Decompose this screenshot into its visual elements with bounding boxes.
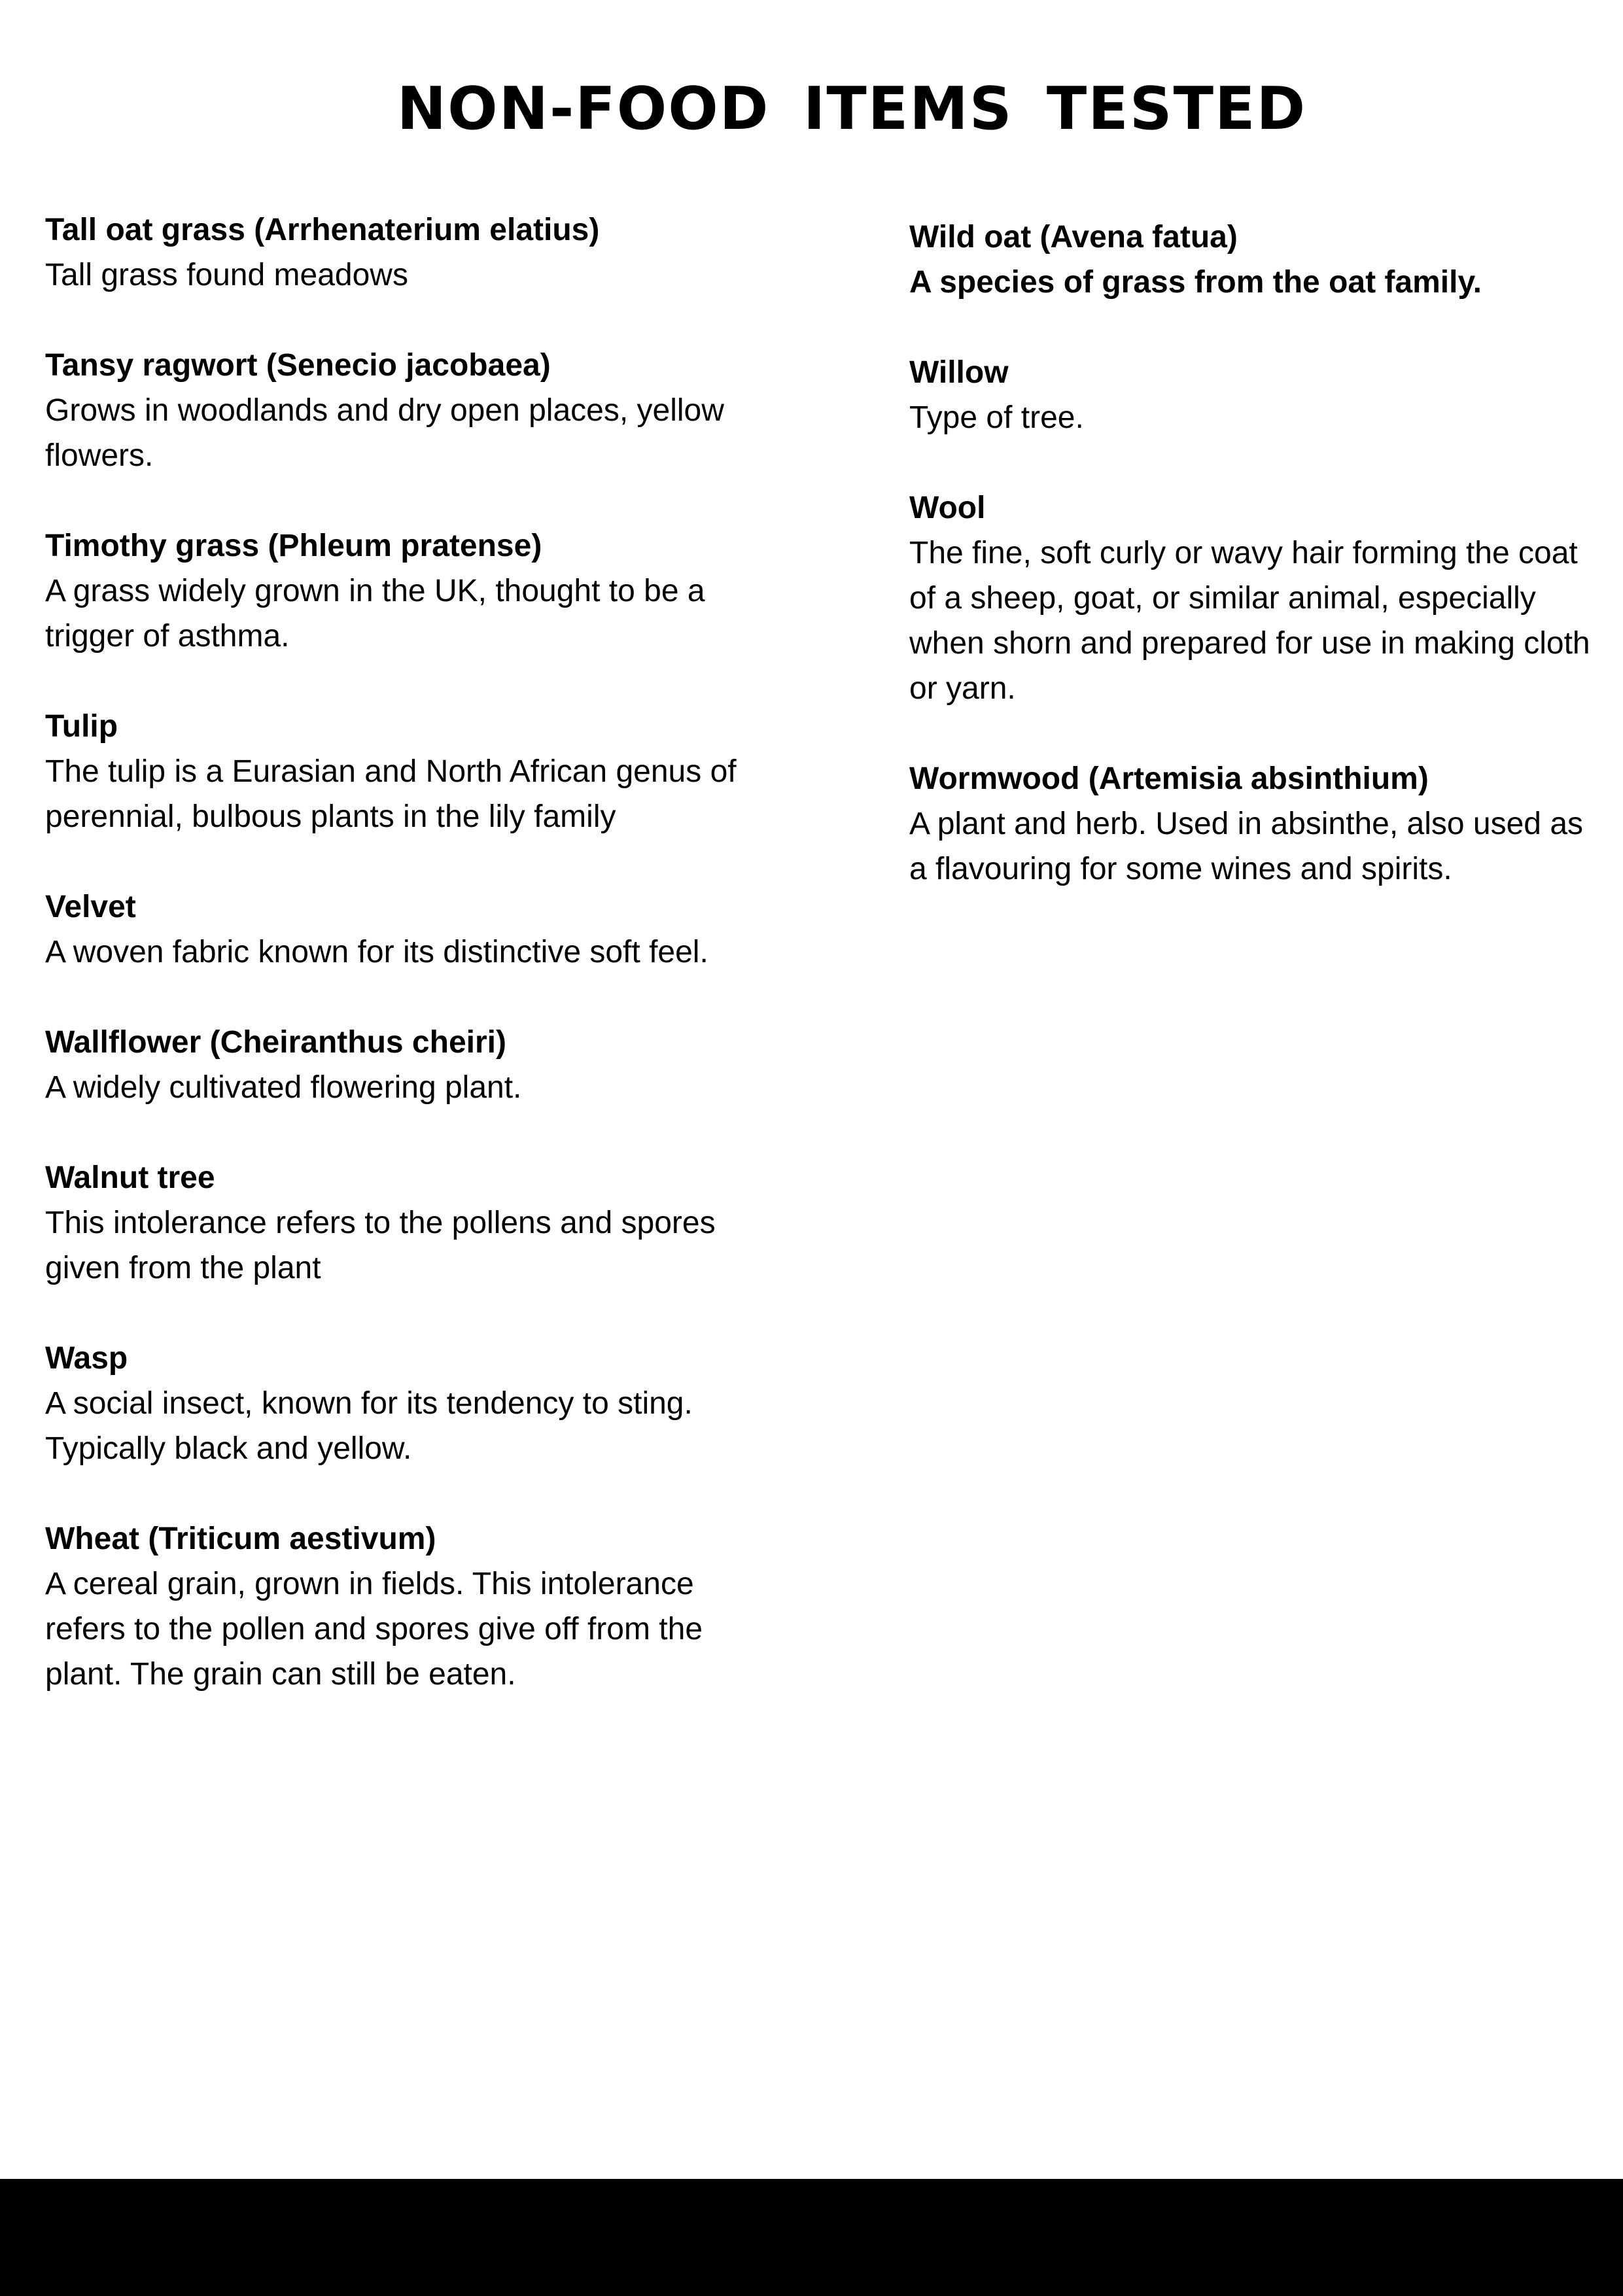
entry-title: Velvet	[45, 890, 136, 924]
footer-bar	[0, 2179, 1623, 2296]
entry-description: The tulip is a Eurasian and North African genus of perennial, bulbous plants in the lily family	[45, 754, 737, 834]
list-item	[45, 884, 771, 975]
entry-title: Tansy ragwort (Senecio jacobaea)	[45, 348, 551, 383]
page-title: NON-FOOD ITEMS TESTED	[396, 75, 1307, 143]
entry-description: A plant and herb. Used in absinthe, also used as a flavouring for some wines and spirits.	[909, 807, 1584, 886]
right-column	[909, 215, 1603, 937]
list-item	[909, 350, 1603, 440]
entry-description: A woven fabric known for its distinctive soft feel.	[45, 935, 708, 969]
entry-description: Grows in woodlands and dry open places, yellow flowers.	[45, 393, 724, 473]
entry-title: Wallflower (Cheiranthus cheiri)	[45, 1025, 506, 1060]
list-item	[45, 207, 771, 298]
entry-description: Tall grass found meadows	[45, 258, 408, 292]
list-item	[45, 704, 771, 839]
entry-title: Willow	[909, 355, 1009, 390]
list-item	[909, 485, 1603, 711]
entry-description: Type of tree.	[909, 400, 1084, 435]
entry-title: Walnut tree	[45, 1160, 215, 1195]
entry-description: The fine, soft curly or wavy hair forming the coat of a sheep, goat, or similar animal, especially when shorn and prepared for use in making cloth or yarn.	[909, 536, 1590, 706]
entry-description: This intolerance refers to the pollens and spores given from the plant	[45, 1206, 716, 1285]
left-column	[45, 207, 771, 1742]
entry-description: A widely cultivated flowering plant.	[45, 1070, 522, 1105]
entry-description: A social insect, known for its tendency to sting. Typically black and yellow.	[45, 1386, 693, 1466]
entry-title: Tall oat grass (Arrhenaterium elatius)	[45, 213, 600, 247]
list-item	[45, 1516, 771, 1697]
list-item	[45, 523, 771, 659]
entry-title: Tulip	[45, 709, 118, 744]
list-item	[45, 343, 771, 478]
entry-title: Timothy grass (Phleum pratense)	[45, 529, 542, 563]
entry-title: Wormwood (Artemisia absinthium)	[909, 761, 1429, 796]
entry-description: A cereal grain, grown in fields. This intolerance refers to the pollen and spores give off from the plant. The grain can still be eaten.	[45, 1567, 703, 1692]
entry-title: Wasp	[45, 1341, 128, 1376]
list-item	[45, 1336, 771, 1471]
list-item	[909, 215, 1603, 305]
list-item	[909, 756, 1603, 892]
entry-title: Wild oat (Avena fatua)	[909, 220, 1238, 254]
list-item	[45, 1020, 771, 1110]
entry-title: Wool	[909, 491, 986, 525]
list-item	[45, 1155, 771, 1291]
entry-description: A species of grass from the oat family.	[909, 265, 1482, 300]
entry-description: A grass widely grown in the UK, thought to be a trigger of asthma.	[45, 574, 705, 653]
entry-title: Wheat (Triticum aestivum)	[45, 1522, 436, 1556]
